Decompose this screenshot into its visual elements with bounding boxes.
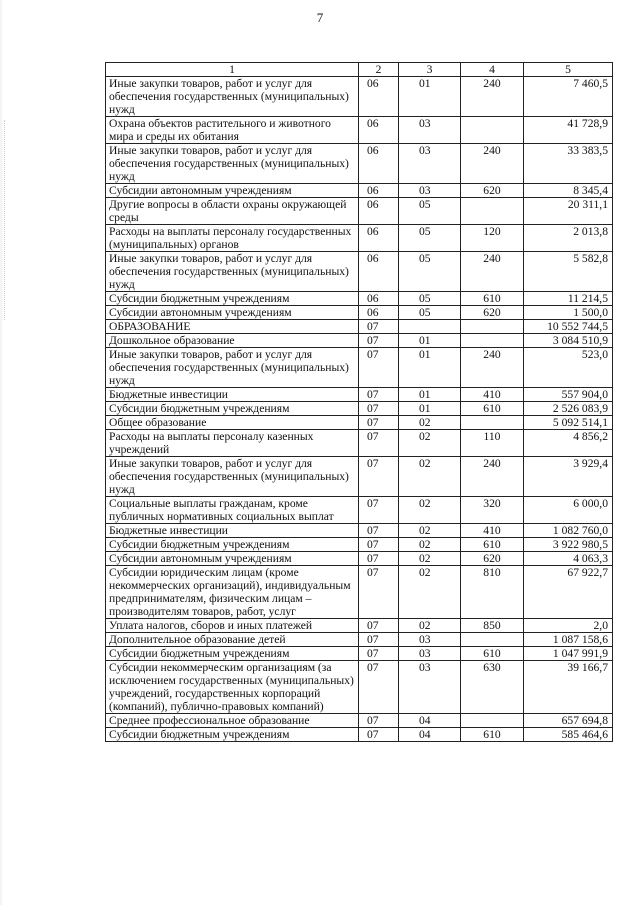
row-amount-cell: 3 929,4 [524, 457, 613, 497]
row-name-cell: Среднее профессиональное образование [106, 714, 359, 728]
row-amount-cell: 5 582,8 [524, 252, 613, 292]
row-section-cell: 07 [359, 402, 399, 416]
row-subsection-cell: 02 [399, 457, 461, 497]
row-subsection-cell: 02 [399, 538, 461, 552]
table-row [106, 348, 613, 388]
row-subsection-cell: 04 [399, 714, 461, 728]
row-expense-type-cell: 620 [461, 552, 524, 566]
row-expense-type-cell: 620 [461, 184, 524, 198]
row-amount-cell: 7 460,5 [524, 77, 613, 117]
row-section-cell: 07 [359, 619, 399, 633]
row-expense-type-cell [461, 117, 524, 144]
table-row [106, 402, 613, 416]
row-name-cell: Субсидии автономным учреждениям [106, 306, 359, 320]
row-expense-type-cell: 610 [461, 292, 524, 306]
header-col-1: 1 [106, 63, 359, 77]
row-section-cell: 07 [359, 728, 399, 742]
row-section-cell: 07 [359, 416, 399, 430]
table-row [106, 334, 613, 348]
row-expense-type-cell: 850 [461, 619, 524, 633]
row-name-cell: Субсидии автономным учреждениям [106, 552, 359, 566]
row-subsection-cell: 04 [399, 728, 461, 742]
row-section-cell: 06 [359, 292, 399, 306]
row-name-cell: Субсидии бюджетным учреждениям [106, 538, 359, 552]
row-expense-type-cell [461, 714, 524, 728]
row-subsection-cell: 05 [399, 292, 461, 306]
row-expense-type-cell [461, 633, 524, 647]
row-subsection-cell: 05 [399, 306, 461, 320]
table-row [106, 497, 613, 524]
row-amount-cell: 2 013,8 [524, 225, 613, 252]
table-row [106, 728, 613, 742]
table-row [106, 198, 613, 225]
row-amount-cell: 4 856,2 [524, 430, 613, 457]
row-amount-cell: 1 047 991,9 [524, 647, 613, 661]
table-row [106, 566, 613, 619]
row-section-cell: 07 [359, 457, 399, 497]
row-expense-type-cell: 610 [461, 538, 524, 552]
table-row [106, 416, 613, 430]
row-name-cell: Другие вопросы в области охраны окружающей среды [106, 198, 359, 225]
table-row [106, 538, 613, 552]
scan-edge [0, 0, 2, 905]
row-subsection-cell: 02 [399, 552, 461, 566]
table-row [106, 184, 613, 198]
row-expense-type-cell: 110 [461, 430, 524, 457]
row-expense-type-cell: 240 [461, 144, 524, 184]
row-expense-type-cell [461, 320, 524, 334]
row-amount-cell: 67 922,7 [524, 566, 613, 619]
table-row [106, 292, 613, 306]
row-expense-type-cell: 410 [461, 388, 524, 402]
row-expense-type-cell: 240 [461, 77, 524, 117]
row-subsection-cell: 03 [399, 633, 461, 647]
budget-table-wrapper [105, 62, 612, 742]
table-row [106, 225, 613, 252]
table-row [106, 252, 613, 292]
row-subsection-cell: 02 [399, 430, 461, 457]
row-expense-type-cell: 630 [461, 661, 524, 714]
row-name-cell: Иные закупки товаров, работ и услуг для обеспечения государственных (муниципальных) нужд [106, 77, 359, 117]
row-subsection-cell: 01 [399, 334, 461, 348]
row-amount-cell: 523,0 [524, 348, 613, 388]
row-name-cell: Общее образование [106, 416, 359, 430]
table-row [106, 647, 613, 661]
row-name-cell: Субсидии бюджетным учреждениям [106, 402, 359, 416]
table-row [106, 320, 613, 334]
table-row [106, 524, 613, 538]
row-name-cell: Субсидии юридическим лицам (кроме некоммерческих организаций), индивидуальным предпринимателям, физическим лицам – производителям товаров, работ, услуг [106, 566, 359, 619]
row-section-cell: 07 [359, 714, 399, 728]
row-name-cell: Иные закупки товаров, работ и услуг для обеспечения государственных (муниципальных) нужд [106, 252, 359, 292]
row-name-cell: Субсидии бюджетным учреждениям [106, 292, 359, 306]
row-name-cell: Социальные выплаты гражданам, кроме публичных нормативных социальных выплат [106, 497, 359, 524]
row-name-cell: Расходы на выплаты персоналу государственных (муниципальных) органов [106, 225, 359, 252]
row-amount-cell: 3 922 980,5 [524, 538, 613, 552]
row-name-cell: Субсидии некоммерческим организациям (за исключением государственных (муниципальных) учреждений, государственных корпораций (компаний), публично-правовых компаний) [106, 661, 359, 714]
row-subsection-cell: 02 [399, 566, 461, 619]
row-subsection-cell: 05 [399, 225, 461, 252]
budget-table [105, 62, 613, 742]
table-row [106, 619, 613, 633]
row-amount-cell: 1 082 760,0 [524, 524, 613, 538]
table-body [106, 77, 613, 742]
row-expense-type-cell: 240 [461, 457, 524, 497]
scan-artifact [4, 120, 6, 320]
table-row [106, 457, 613, 497]
row-section-cell: 07 [359, 320, 399, 334]
row-subsection-cell: 02 [399, 524, 461, 538]
row-name-cell: Охрана объектов растительного и животного мира и среды их обитания [106, 117, 359, 144]
row-amount-cell: 1 500,0 [524, 306, 613, 320]
row-expense-type-cell [461, 198, 524, 225]
row-section-cell: 06 [359, 117, 399, 144]
table-header-row [106, 63, 613, 77]
header-col-4: 4 [461, 63, 524, 77]
row-section-cell: 07 [359, 647, 399, 661]
row-amount-cell: 657 694,8 [524, 714, 613, 728]
row-name-cell: Субсидии автономным учреждениям [106, 184, 359, 198]
row-amount-cell: 10 552 744,5 [524, 320, 613, 334]
header-col-5: 5 [524, 63, 613, 77]
row-subsection-cell: 01 [399, 402, 461, 416]
row-section-cell: 07 [359, 430, 399, 457]
row-subsection-cell: 02 [399, 619, 461, 633]
row-expense-type-cell: 120 [461, 225, 524, 252]
row-section-cell: 07 [359, 566, 399, 619]
row-amount-cell: 11 214,5 [524, 292, 613, 306]
row-section-cell: 06 [359, 184, 399, 198]
row-amount-cell: 39 166,7 [524, 661, 613, 714]
row-subsection-cell: 01 [399, 388, 461, 402]
row-amount-cell: 4 063,3 [524, 552, 613, 566]
table-row [106, 388, 613, 402]
row-section-cell: 06 [359, 144, 399, 184]
row-amount-cell: 557 904,0 [524, 388, 613, 402]
row-subsection-cell: 05 [399, 198, 461, 225]
row-name-cell: Иные закупки товаров, работ и услуг для обеспечения государственных (муниципальных) нужд [106, 457, 359, 497]
table-row [106, 552, 613, 566]
row-subsection-cell: 02 [399, 497, 461, 524]
table-row [106, 306, 613, 320]
row-section-cell: 06 [359, 306, 399, 320]
row-amount-cell: 585 464,6 [524, 728, 613, 742]
row-subsection-cell [399, 320, 461, 334]
row-section-cell: 07 [359, 538, 399, 552]
row-name-cell: Дошкольное образование [106, 334, 359, 348]
table-row [106, 661, 613, 714]
table-row [106, 430, 613, 457]
table-row [106, 144, 613, 184]
row-expense-type-cell: 320 [461, 497, 524, 524]
row-section-cell: 07 [359, 348, 399, 388]
row-subsection-cell: 03 [399, 117, 461, 144]
row-name-cell: Уплата налогов, сборов и иных платежей [106, 619, 359, 633]
row-amount-cell: 1 087 158,6 [524, 633, 613, 647]
table-row [106, 77, 613, 117]
row-section-cell: 07 [359, 661, 399, 714]
row-name-cell: Субсидии бюджетным учреждениям [106, 647, 359, 661]
row-section-cell: 06 [359, 77, 399, 117]
row-amount-cell: 6 000,0 [524, 497, 613, 524]
row-amount-cell: 20 311,1 [524, 198, 613, 225]
table-row [106, 714, 613, 728]
row-section-cell: 07 [359, 633, 399, 647]
row-name-cell: Расходы на выплаты персоналу казенных учреждений [106, 430, 359, 457]
row-name-cell: Субсидии бюджетным учреждениям [106, 728, 359, 742]
row-expense-type-cell: 610 [461, 402, 524, 416]
row-amount-cell: 33 383,5 [524, 144, 613, 184]
row-section-cell: 07 [359, 388, 399, 402]
row-amount-cell: 8 345,4 [524, 184, 613, 198]
row-section-cell: 07 [359, 524, 399, 538]
row-section-cell: 06 [359, 252, 399, 292]
header-col-2: 2 [359, 63, 399, 77]
row-name-cell: Бюджетные инвестиции [106, 388, 359, 402]
row-amount-cell: 3 084 510,9 [524, 334, 613, 348]
row-expense-type-cell: 620 [461, 306, 524, 320]
row-expense-type-cell: 240 [461, 252, 524, 292]
row-expense-type-cell: 810 [461, 566, 524, 619]
row-name-cell: Бюджетные инвестиции [106, 524, 359, 538]
row-section-cell: 06 [359, 198, 399, 225]
row-amount-cell: 2,0 [524, 619, 613, 633]
row-expense-type-cell: 240 [461, 348, 524, 388]
row-amount-cell: 41 728,9 [524, 117, 613, 144]
page-number: 7 [316, 10, 324, 25]
row-section-cell: 06 [359, 225, 399, 252]
row-name-cell: Иные закупки товаров, работ и услуг для обеспечения государственных (муниципальных) нужд [106, 348, 359, 388]
row-subsection-cell: 03 [399, 144, 461, 184]
row-expense-type-cell: 610 [461, 728, 524, 742]
header-col-3: 3 [399, 63, 461, 77]
row-name-cell: Иные закупки товаров, работ и услуг для обеспечения государственных (муниципальных) нужд [106, 144, 359, 184]
row-section-cell: 07 [359, 334, 399, 348]
table-row [106, 117, 613, 144]
row-name-cell: Дополнительное образование детей [106, 633, 359, 647]
row-subsection-cell: 03 [399, 184, 461, 198]
row-subsection-cell: 01 [399, 348, 461, 388]
row-name-cell: ОБРАЗОВАНИЕ [106, 320, 359, 334]
row-expense-type-cell [461, 334, 524, 348]
row-section-cell: 07 [359, 552, 399, 566]
table-row [106, 633, 613, 647]
row-subsection-cell: 01 [399, 77, 461, 117]
row-amount-cell: 2 526 083,9 [524, 402, 613, 416]
row-subsection-cell: 03 [399, 661, 461, 714]
row-expense-type-cell [461, 416, 524, 430]
row-subsection-cell: 05 [399, 252, 461, 292]
row-subsection-cell: 03 [399, 647, 461, 661]
row-amount-cell: 5 092 514,1 [524, 416, 613, 430]
row-subsection-cell: 02 [399, 416, 461, 430]
row-expense-type-cell: 410 [461, 524, 524, 538]
row-expense-type-cell: 610 [461, 647, 524, 661]
row-section-cell: 07 [359, 497, 399, 524]
